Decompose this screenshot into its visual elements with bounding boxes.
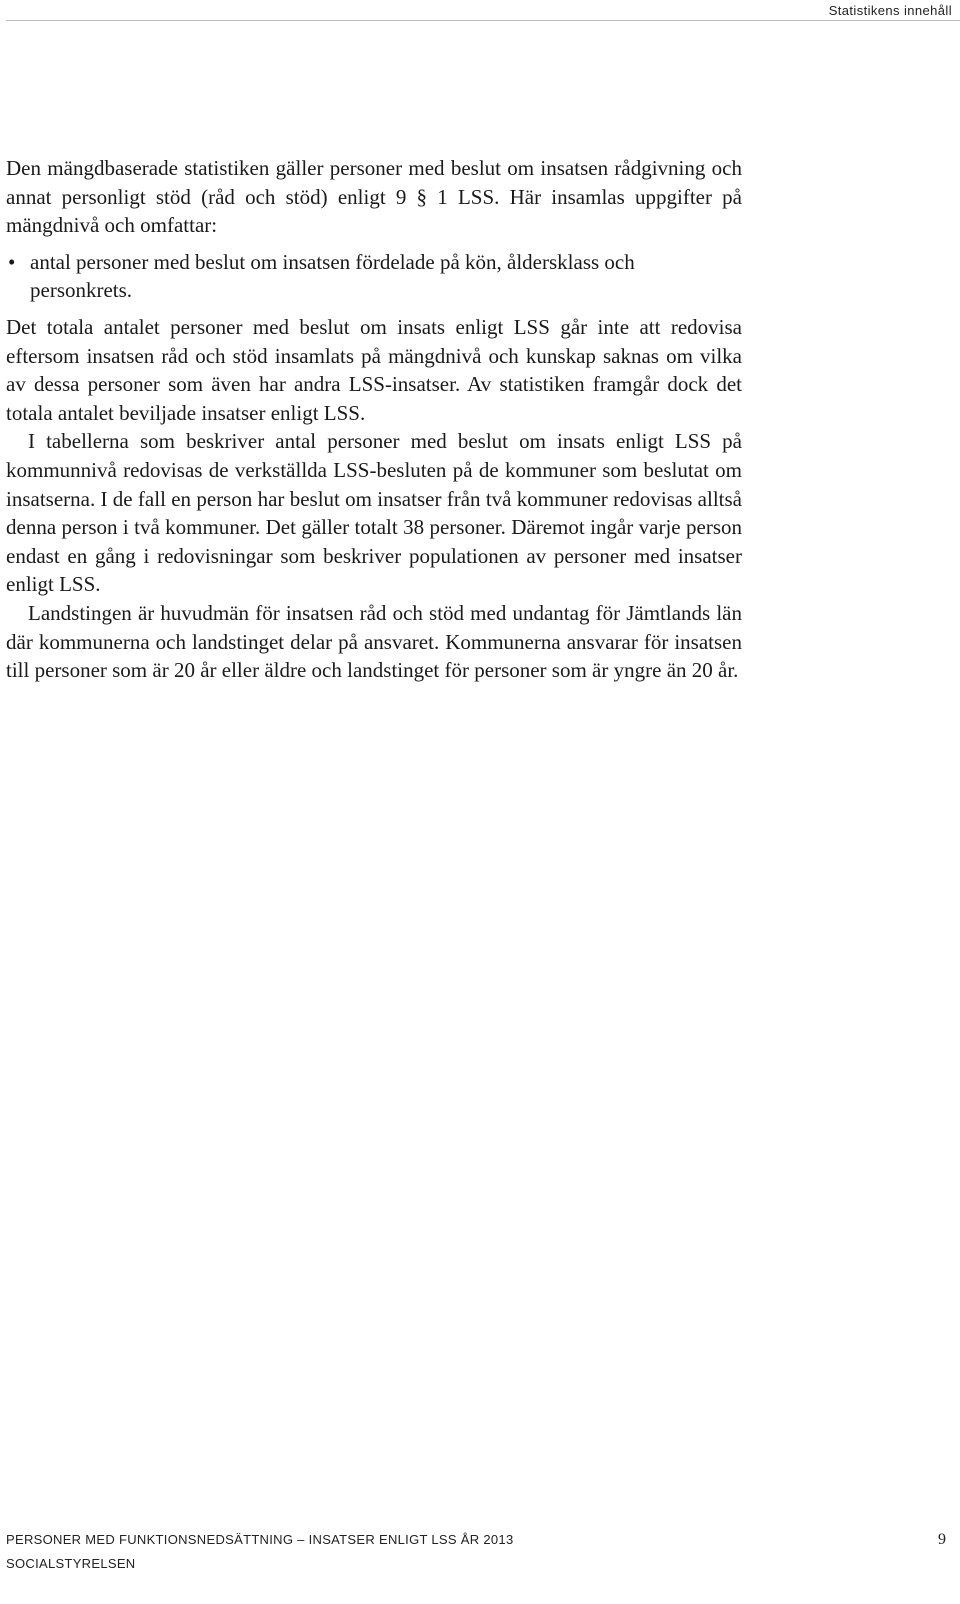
paragraph-municipal-tables: I tabellerna som beskriver antal personer med beslut om insats enligt LSS på kommunnivå redovisas de verkställda LSS-besluten på de kommuner som beslutat om insatserna. I de fall en person har beslut om insatser från två kommuner redovisas alltså denna person i två kommuner. Det gäller totalt 38 personer. Däremot ingår varje person endast en gång i redovisningar som beskriver populationen av personer med insatser enligt LSS. xyxy=(6,429,742,597)
running-header: Statistikens innehåll xyxy=(828,3,952,18)
bullet-icon: • xyxy=(8,249,16,274)
list-item xyxy=(6,248,742,305)
intro-paragraph: Den mängdbaserade statistiken gäller personer med beslut om insatsen rådgivning och annat personligt stöd (råd och stöd) enligt 9 § 1 LSS. Här insamlas uppgifter på mängdnivå och omfattar: xyxy=(6,156,742,238)
paragraph-total-count: Det totala antalet personer med beslut om insats enligt LSS går inte att redovisa eftersom insatsen råd och stöd insamlats på mängdnivå och kunskap saknas om vilka av dessa personer som även har andra LSS-insatser. Av statistiken framgår dock det totala antalet beviljade insatser enligt LSS. xyxy=(6,314,742,425)
paragraph-county-councils: Landstingen är huvudmän för insatsen råd och stöd med undantag för Jämtlands län där kommunerna och landstinget delar på ansvaret. Kommunerna ansvarar för insatsen till personer som är 20 år eller äldre och landstinget för personer som är yngre än 20 år. xyxy=(6,600,742,683)
footer-line xyxy=(6,1530,946,1550)
footer-organization: SOCIALSTYRELSEN xyxy=(6,1556,136,1571)
main-content xyxy=(6,154,742,685)
bullet-list xyxy=(6,248,742,305)
page-number: 9 xyxy=(938,1531,946,1548)
page-footer xyxy=(6,1530,946,1574)
header-divider xyxy=(6,20,960,21)
footer-title: PERSONER MED FUNKTIONSNEDSÄTTNING – INSATSER ENLIGT LSS ÅR 2013 xyxy=(6,1532,514,1547)
list-item-text: antal personer med beslut om insatsen fördelade på kön, åldersklass och personkrets. xyxy=(30,249,635,303)
